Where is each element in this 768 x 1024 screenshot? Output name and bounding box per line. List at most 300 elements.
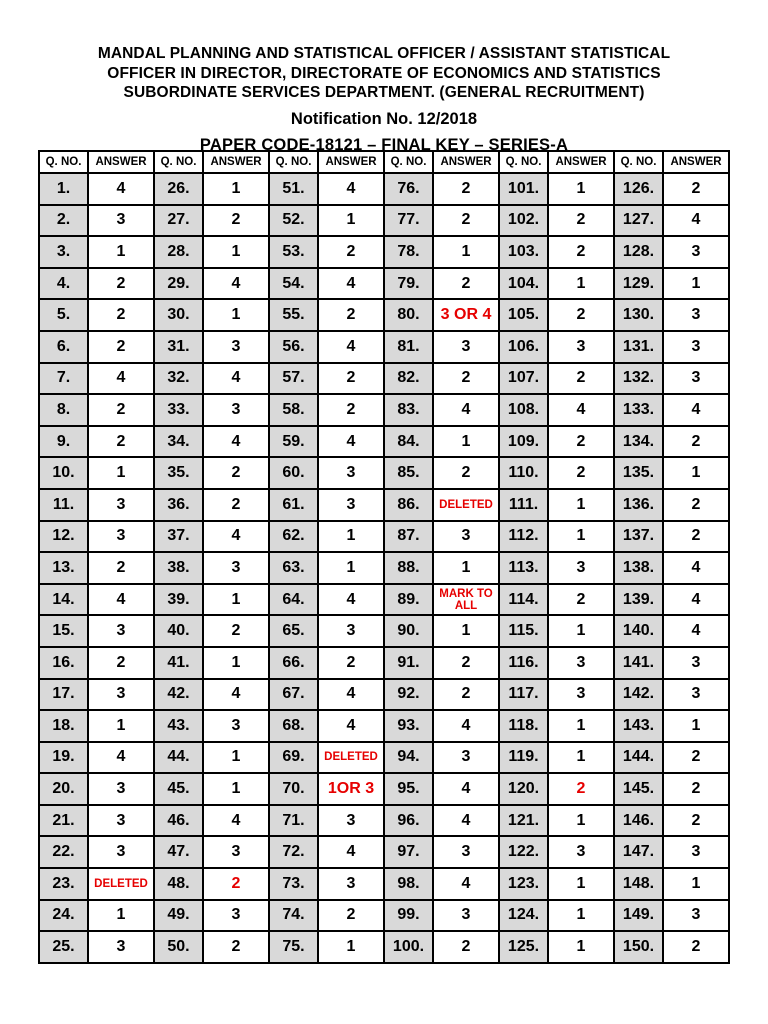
table-row	[39, 205, 729, 237]
question-number-cell: 129.	[614, 268, 663, 300]
answer-cell: 2	[433, 205, 499, 237]
question-number-cell: 95.	[384, 773, 433, 805]
paper-code-title: PAPER CODE-18121 – FINAL KEY – SERIES-A	[199, 135, 569, 154]
answer-cell: 2	[548, 299, 614, 331]
question-number-cell: 33.	[154, 394, 203, 426]
answer-cell: 3	[663, 836, 729, 868]
question-number-cell: 17.	[39, 679, 88, 711]
question-number-cell: 41.	[154, 647, 203, 679]
question-number-cell: 103.	[499, 236, 548, 268]
answer-cell: 4	[203, 426, 269, 458]
question-number-cell: 47.	[154, 836, 203, 868]
question-number-cell: 70.	[269, 773, 318, 805]
question-number-cell: 111.	[499, 489, 548, 521]
question-number-cell: 126.	[614, 173, 663, 205]
question-number-cell: 73.	[269, 868, 318, 900]
question-number-cell: 113.	[499, 552, 548, 584]
answer-cell: 3	[548, 647, 614, 679]
question-number-cell: 29.	[154, 268, 203, 300]
question-number-cell: 61.	[269, 489, 318, 521]
answer-cell: 1	[318, 205, 384, 237]
answer-cell: 1	[203, 236, 269, 268]
answer-cell: 1	[433, 426, 499, 458]
question-number-cell: 13.	[39, 552, 88, 584]
answer-cell: 1	[433, 552, 499, 584]
answer-cell: 4	[318, 584, 384, 616]
table-row	[39, 615, 729, 647]
question-number-cell: 24.	[39, 900, 88, 932]
table-row	[39, 931, 729, 963]
question-number-cell: 146.	[614, 805, 663, 837]
answer-cell: 4	[663, 584, 729, 616]
answer-cell: 4	[318, 426, 384, 458]
question-number-cell: 77.	[384, 205, 433, 237]
question-number-cell: 6.	[39, 331, 88, 363]
question-number-cell: 107.	[499, 363, 548, 395]
answer-cell: 3	[318, 457, 384, 489]
answer-cell: 2	[88, 552, 154, 584]
question-number-cell: 135.	[614, 457, 663, 489]
answer-cell: 1	[548, 615, 614, 647]
question-number-cell: 124.	[499, 900, 548, 932]
question-number-cell: 97.	[384, 836, 433, 868]
answer-cell: 2	[88, 299, 154, 331]
answer-cell: 4	[203, 363, 269, 395]
answer-cell: 2	[203, 931, 269, 963]
answer-cell: 4	[88, 173, 154, 205]
answer-cell: 2	[88, 394, 154, 426]
question-number-cell: 112.	[499, 521, 548, 553]
answer-cell: 3	[88, 805, 154, 837]
question-number-cell: 71.	[269, 805, 318, 837]
answer-cell: 2	[663, 773, 729, 805]
answer-cell: 4	[318, 331, 384, 363]
question-number-cell: 57.	[269, 363, 318, 395]
question-number-cell: 51.	[269, 173, 318, 205]
question-number-cell: 85.	[384, 457, 433, 489]
answer-cell: 2	[203, 457, 269, 489]
answer-cell: 4	[203, 521, 269, 553]
title-line-1: MANDAL PLANNING AND STATISTICAL OFFICER / ASSISTANT STATISTICAL	[97, 45, 671, 62]
table-row	[39, 836, 729, 868]
answer-cell: 3	[433, 900, 499, 932]
answer-cell: 2	[203, 205, 269, 237]
question-number-cell: 148.	[614, 868, 663, 900]
question-number-cell: 26.	[154, 173, 203, 205]
question-number-cell: 43.	[154, 710, 203, 742]
question-number-cell: 127.	[614, 205, 663, 237]
answer-cell: 2	[88, 268, 154, 300]
question-number-cell: 110.	[499, 457, 548, 489]
question-number-cell: 28.	[154, 236, 203, 268]
answer-cell: 1	[433, 615, 499, 647]
answer-cell: 3	[663, 363, 729, 395]
question-number-cell: 36.	[154, 489, 203, 521]
question-number-cell: 54.	[269, 268, 318, 300]
question-number-cell: 115.	[499, 615, 548, 647]
question-number-cell: 96.	[384, 805, 433, 837]
question-number-cell: 42.	[154, 679, 203, 711]
answer-cell: 1	[318, 931, 384, 963]
answer-cell: 2	[663, 742, 729, 774]
answer-cell: 2	[548, 457, 614, 489]
question-number-cell: 65.	[269, 615, 318, 647]
answer-cell: 4	[88, 584, 154, 616]
answer-cell: 4	[663, 394, 729, 426]
question-number-cell: 20.	[39, 773, 88, 805]
question-number-cell: 72.	[269, 836, 318, 868]
answer-cell: 4	[318, 268, 384, 300]
question-number-cell: 27.	[154, 205, 203, 237]
question-number-cell: 81.	[384, 331, 433, 363]
answer-cell: 1	[663, 710, 729, 742]
question-number-cell: 38.	[154, 552, 203, 584]
answer-cell: 1	[548, 489, 614, 521]
question-number-cell: 58.	[269, 394, 318, 426]
answer-cell: 3	[433, 521, 499, 553]
answer-cell: 4	[433, 710, 499, 742]
question-number-cell: 139.	[614, 584, 663, 616]
table-row	[39, 710, 729, 742]
question-number-cell: 67.	[269, 679, 318, 711]
question-number-cell: 91.	[384, 647, 433, 679]
answer-cell: 1	[663, 868, 729, 900]
question-number-cell: 56.	[269, 331, 318, 363]
question-number-cell: 46.	[154, 805, 203, 837]
question-number-cell: 34.	[154, 426, 203, 458]
question-number-cell: 63.	[269, 552, 318, 584]
answer-cell: 2	[548, 363, 614, 395]
question-number-cell: 19.	[39, 742, 88, 774]
notification-number: Notification No. 12/2018	[290, 109, 478, 128]
table-row	[39, 173, 729, 205]
table-row	[39, 236, 729, 268]
question-number-cell: 40.	[154, 615, 203, 647]
answer-cell: 2	[88, 331, 154, 363]
question-number-cell: 98.	[384, 868, 433, 900]
question-number-cell: 93.	[384, 710, 433, 742]
question-number-cell: 86.	[384, 489, 433, 521]
answer-cell: 1	[203, 173, 269, 205]
question-number-cell: 30.	[154, 299, 203, 331]
table-row	[39, 679, 729, 711]
question-number-cell: 136.	[614, 489, 663, 521]
answer-cell: 3	[318, 489, 384, 521]
question-number-cell: 16.	[39, 647, 88, 679]
answer-cell: 1	[88, 900, 154, 932]
question-number-cell: 15.	[39, 615, 88, 647]
question-number-cell: 2.	[39, 205, 88, 237]
answer-cell: 4	[663, 615, 729, 647]
q-no-header: Q. NO.	[154, 151, 203, 173]
question-number-cell: 68.	[269, 710, 318, 742]
answer-cell: 4	[318, 173, 384, 205]
answer-cell: 1	[663, 457, 729, 489]
question-number-cell: 145.	[614, 773, 663, 805]
question-number-cell: 8.	[39, 394, 88, 426]
answer-cell: 3	[433, 742, 499, 774]
question-number-cell: 23.	[39, 868, 88, 900]
question-number-cell: 62.	[269, 521, 318, 553]
answer-key-body	[39, 173, 729, 963]
answer-cell: 2	[663, 173, 729, 205]
question-number-cell: 120.	[499, 773, 548, 805]
question-number-cell: 55.	[269, 299, 318, 331]
question-number-cell: 94.	[384, 742, 433, 774]
answer-cell: 4	[203, 805, 269, 837]
answer-cell: 2	[318, 299, 384, 331]
answer-cell: 4	[433, 773, 499, 805]
question-number-cell: 74.	[269, 900, 318, 932]
question-number-cell: 144.	[614, 742, 663, 774]
question-number-cell: 44.	[154, 742, 203, 774]
question-number-cell: 76.	[384, 173, 433, 205]
question-number-cell: 89.	[384, 584, 433, 616]
question-number-cell: 87.	[384, 521, 433, 553]
answer-cell: 2	[318, 900, 384, 932]
answer-cell: 4	[433, 868, 499, 900]
answer-cell: 3	[663, 236, 729, 268]
answer-cell: 2	[88, 426, 154, 458]
question-number-cell: 123.	[499, 868, 548, 900]
answer-cell: 4	[318, 710, 384, 742]
answer-cell: 2	[548, 584, 614, 616]
answer-cell-revised: DELETED	[88, 868, 154, 900]
question-number-cell: 134.	[614, 426, 663, 458]
answer-cell: 3	[203, 710, 269, 742]
question-number-cell: 138.	[614, 552, 663, 584]
question-number-cell: 88.	[384, 552, 433, 584]
answer-cell: 2	[203, 489, 269, 521]
answer-cell: 2	[548, 236, 614, 268]
answer-cell: 3	[548, 679, 614, 711]
answer-cell: 2	[663, 489, 729, 521]
question-number-cell: 14.	[39, 584, 88, 616]
answer-cell: 1	[433, 236, 499, 268]
answer-header: ANSWER	[433, 151, 499, 173]
answer-cell: 3	[88, 489, 154, 521]
answer-cell: 1	[203, 584, 269, 616]
answer-cell: 2	[88, 647, 154, 679]
answer-cell: 1	[548, 931, 614, 963]
question-number-cell: 75.	[269, 931, 318, 963]
answer-header: ANSWER	[203, 151, 269, 173]
answer-cell: 4	[548, 394, 614, 426]
answer-cell: 3	[203, 394, 269, 426]
table-row	[39, 773, 729, 805]
table-row	[39, 521, 729, 553]
answer-cell: 2	[548, 426, 614, 458]
question-number-cell: 66.	[269, 647, 318, 679]
question-number-cell: 32.	[154, 363, 203, 395]
question-number-cell: 128.	[614, 236, 663, 268]
answer-cell: 4	[663, 552, 729, 584]
question-number-cell: 116.	[499, 647, 548, 679]
answer-cell: 3	[433, 331, 499, 363]
answer-cell: 1	[663, 268, 729, 300]
answer-header: ANSWER	[318, 151, 384, 173]
answer-cell: 4	[203, 268, 269, 300]
question-number-cell: 4.	[39, 268, 88, 300]
table-row	[39, 299, 729, 331]
question-number-cell: 22.	[39, 836, 88, 868]
answer-cell-revised: DELETED	[318, 742, 384, 774]
answer-cell: 3	[318, 615, 384, 647]
question-number-cell: 133.	[614, 394, 663, 426]
answer-cell: 1	[88, 236, 154, 268]
answer-cell: 2	[433, 647, 499, 679]
question-number-cell: 35.	[154, 457, 203, 489]
answer-cell: 3	[203, 331, 269, 363]
question-number-cell: 10.	[39, 457, 88, 489]
answer-header: ANSWER	[88, 151, 154, 173]
question-number-cell: 119.	[499, 742, 548, 774]
answer-cell: 3	[88, 679, 154, 711]
question-number-cell: 104.	[499, 268, 548, 300]
question-number-cell: 105.	[499, 299, 548, 331]
question-number-cell: 60.	[269, 457, 318, 489]
answer-cell: 2	[318, 394, 384, 426]
question-number-cell: 31.	[154, 331, 203, 363]
question-number-cell: 130.	[614, 299, 663, 331]
answer-cell: 3	[88, 205, 154, 237]
answer-key-table	[38, 150, 730, 964]
answer-cell: 3	[88, 931, 154, 963]
question-number-cell: 140.	[614, 615, 663, 647]
answer-cell: 2	[433, 679, 499, 711]
question-number-cell: 49.	[154, 900, 203, 932]
table-row	[39, 742, 729, 774]
question-number-cell: 147.	[614, 836, 663, 868]
question-number-cell: 102.	[499, 205, 548, 237]
question-number-cell: 45.	[154, 773, 203, 805]
answer-cell-revised: 2	[203, 868, 269, 900]
question-number-cell: 117.	[499, 679, 548, 711]
question-number-cell: 106.	[499, 331, 548, 363]
table-row	[39, 584, 729, 616]
answer-cell: 1	[548, 805, 614, 837]
answer-cell: 2	[318, 363, 384, 395]
question-number-cell: 131.	[614, 331, 663, 363]
answer-cell: 3	[318, 868, 384, 900]
answer-cell: 3	[203, 836, 269, 868]
answer-cell: 2	[663, 426, 729, 458]
answer-header: ANSWER	[663, 151, 729, 173]
answer-cell: 4	[663, 205, 729, 237]
table-row	[39, 900, 729, 932]
answer-cell: 3	[203, 900, 269, 932]
answer-cell: 1	[203, 742, 269, 774]
answer-cell: 4	[433, 805, 499, 837]
question-number-cell: 9.	[39, 426, 88, 458]
question-number-cell: 69.	[269, 742, 318, 774]
answer-cell: 4	[88, 742, 154, 774]
answer-cell: 1	[318, 552, 384, 584]
answer-cell-revised: 3 OR 4	[433, 299, 499, 331]
table-row	[39, 363, 729, 395]
answer-cell: 2	[433, 363, 499, 395]
table-row	[39, 426, 729, 458]
answer-cell: 2	[433, 457, 499, 489]
question-number-cell: 7.	[39, 363, 88, 395]
question-number-cell: 109.	[499, 426, 548, 458]
table-row	[39, 268, 729, 300]
q-no-header: Q. NO.	[39, 151, 88, 173]
question-number-cell: 59.	[269, 426, 318, 458]
answer-cell: 1	[548, 173, 614, 205]
question-number-cell: 12.	[39, 521, 88, 553]
answer-cell: 2	[318, 647, 384, 679]
question-number-cell: 143.	[614, 710, 663, 742]
answer-cell: 4	[318, 836, 384, 868]
answer-cell: 2	[433, 268, 499, 300]
table-row	[39, 868, 729, 900]
question-number-cell: 100.	[384, 931, 433, 963]
question-number-cell: 39.	[154, 584, 203, 616]
question-number-cell: 132.	[614, 363, 663, 395]
question-number-cell: 114.	[499, 584, 548, 616]
answer-cell: 3	[203, 552, 269, 584]
answer-cell: 3	[663, 331, 729, 363]
question-number-cell: 101.	[499, 173, 548, 205]
question-number-cell: 118.	[499, 710, 548, 742]
answer-cell: 1	[548, 900, 614, 932]
answer-cell: 3	[548, 331, 614, 363]
answer-cell: 2	[663, 805, 729, 837]
q-no-header: Q. NO.	[499, 151, 548, 173]
question-number-cell: 142.	[614, 679, 663, 711]
question-number-cell: 80.	[384, 299, 433, 331]
question-number-cell: 108.	[499, 394, 548, 426]
q-no-header: Q. NO.	[614, 151, 663, 173]
question-number-cell: 5.	[39, 299, 88, 331]
answer-cell: 4	[318, 679, 384, 711]
answer-cell: 4	[203, 679, 269, 711]
title-line-3: SUBORDINATE SERVICES DEPARTMENT. (GENERAL RECRUITMENT)	[123, 84, 645, 101]
answer-cell: 3	[433, 836, 499, 868]
question-number-cell: 92.	[384, 679, 433, 711]
question-number-cell: 21.	[39, 805, 88, 837]
answer-cell: 3	[663, 299, 729, 331]
question-number-cell: 83.	[384, 394, 433, 426]
question-number-cell: 79.	[384, 268, 433, 300]
q-no-header: Q. NO.	[269, 151, 318, 173]
question-number-cell: 122.	[499, 836, 548, 868]
question-number-cell: 18.	[39, 710, 88, 742]
answer-cell: 3	[548, 552, 614, 584]
answer-cell-revised: 2	[548, 773, 614, 805]
question-number-cell: 52.	[269, 205, 318, 237]
answer-cell: 4	[88, 363, 154, 395]
table-row	[39, 489, 729, 521]
answer-cell: 4	[433, 394, 499, 426]
answer-cell-revised: 1OR 3	[318, 773, 384, 805]
question-number-cell: 3.	[39, 236, 88, 268]
question-number-cell: 64.	[269, 584, 318, 616]
question-number-cell: 53.	[269, 236, 318, 268]
table-row	[39, 457, 729, 489]
question-number-cell: 150.	[614, 931, 663, 963]
question-number-cell: 1.	[39, 173, 88, 205]
answer-cell-revised: DELETED	[433, 489, 499, 521]
question-number-cell: 149.	[614, 900, 663, 932]
table-row	[39, 647, 729, 679]
answer-cell: 3	[318, 805, 384, 837]
answer-cell: 2	[318, 236, 384, 268]
answer-cell: 2	[433, 173, 499, 205]
answer-cell: 3	[88, 773, 154, 805]
answer-header: ANSWER	[548, 151, 614, 173]
